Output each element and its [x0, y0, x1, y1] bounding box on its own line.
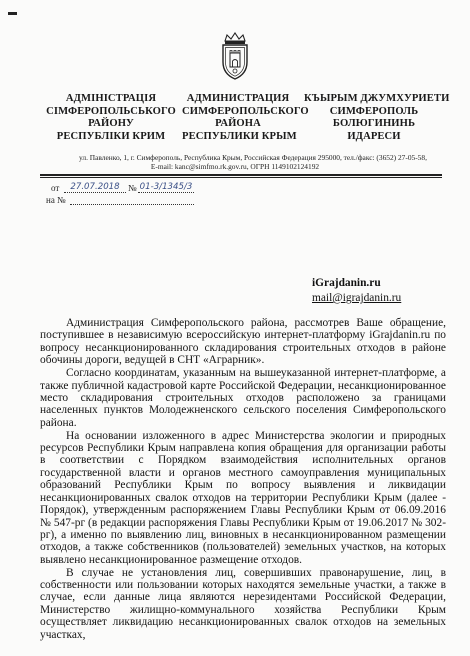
address-line: ул. Павленко, 1, г. Симферополь, Республика Крым, Российская Федерация 295000, тел./факс: (3652) 27-05-58, — [79, 153, 427, 162]
addressee-name: iGrajdanin.ru — [312, 277, 381, 289]
body-paragraph: Согласно координатам, указанным на вышеуказанной интернет-платформе, а также публичной кадастровой карте Российской Федерации, несанкционированное место складирования строительных отходов расположено за границами населенных пунктов Молодежненского сельского поселения Симферопольского района. — [40, 367, 446, 429]
outgoing-number: 01-3/1345/3 — [139, 182, 193, 192]
header-russian-name — [182, 93, 309, 143]
body-paragraph: В случае не установления лиц, совершивших правонарушение, лиц, в собственности или пользовании которых находятся земельные участки, а также в случае, если данные лица являются нерезидентами Российской Федерации, Министерство жилищно-коммунального хозяйства Республики Крым осуществляет ликвидацию несанкционированных свалок отходов на земельных участках, — [40, 566, 446, 641]
header-left-line: АДМІНІСТРАЦІЯ — [65, 93, 157, 104]
header-crimean-tatar-name — [304, 93, 450, 143]
header-middle-line: РАЙОНА — [215, 118, 261, 130]
reference-number-blank — [70, 204, 194, 205]
addressee-email: mail@igrajdanin.ru — [312, 292, 402, 304]
addressee-block — [312, 276, 401, 306]
header-left-line: РАЙОНУ — [88, 118, 134, 130]
header-left-line: СІМФЕРОПОЛЬСЬКОГО — [46, 105, 176, 117]
header-middle-line: СИМФЕРОПОЛЬСКОГО — [182, 105, 309, 117]
coat-of-arms-icon — [217, 32, 253, 82]
header-middle-line: РЕСПУБЛИКИ КРЫМ — [182, 130, 297, 142]
date-label: от — [51, 183, 60, 193]
header-right-line: КЪЫРЫМ ДЖУМХУРИЕТИ — [304, 93, 450, 104]
outgoing-date: 27.07.2018 — [64, 182, 126, 193]
number-label: № — [128, 183, 137, 193]
body-paragraph: На основании изложенного в адрес Министерства экологии и природных ресурсов Республики Крым направлена копия обращения для организации работы в соответствии с Порядком взаимодействия исполнительных органов государственной власти и органов местного самоуправления муниципальных образований Республики Крым по вопросу выявления и ликвидации несанкционированных свалок отходов на территории Республики Крым (далее - Порядок), утвержденным распоряжением Главы Республики Крым от 06.09.2016 № 547-рг (в редакции распоряжения Главы Республики Крым от 19.06.2017 № 302-рг), а именно по выявлению лиц, виновных в несанкционированном размещении отходов, а также собственников (пользователей) земельных участков, на которых выявлено несанкционированное размещение отходов. — [40, 429, 446, 566]
header-divider-thick — [40, 174, 442, 176]
header-ukrainian-name — [42, 93, 180, 143]
letter-body — [40, 317, 446, 642]
header-left-line: РЕСПУБЛІКИ КРИМ — [56, 130, 166, 142]
scan-corner-mark — [8, 12, 17, 15]
header-right-line: БОЛЮГИНИНЬ — [332, 118, 416, 130]
header-divider-thin — [40, 177, 442, 178]
header-right-line: ИДАРЕСИ — [347, 130, 401, 142]
body-paragraph: Администрация Симферопольского района, рассмотрев Ваше обращение, поступившее в независимую всероссийскую интернет-платформу iGrajdanin.ru по вопросу несанкционированного складирования строительных отходов в районе обочины дороги, ведущей в СНТ «Аграрник». — [40, 317, 446, 367]
contact-line: E-mail: kanc@simfmo.rk.gov.ru, ОГРН 1149102124192 — [150, 162, 320, 171]
reference-number-label: на № — [46, 195, 66, 205]
header-middle-line: АДМИНИСТРАЦИЯ — [186, 93, 290, 104]
header-right-line: СИМФЕРОПОЛЬ — [329, 105, 419, 117]
